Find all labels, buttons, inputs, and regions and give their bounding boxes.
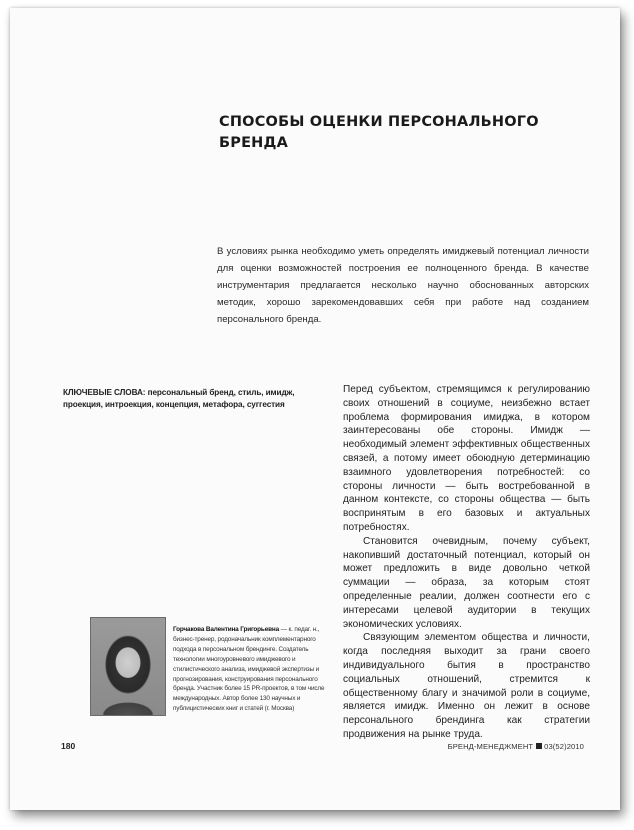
body-paragraph-1: Перед субъектом, стремящимся к регулированию своих отношений в социуме, неизбежно встает проблема формирования имиджа, в котором заинтересованы обе стороны. Имидж — необходимый элемент эффективных общественных связей, а потому имеет обоюдную детерминацию взаимного удовлетворения потребностей: со стороны личности — быть востребованной в данном контексте, со стороны общества — быть воспринятым в его базовых и актуальных потребностях. [343,384,590,533]
title-line-2: БРЕНДА [219,135,289,151]
page-number: 180 [61,741,76,751]
body-paragraph-2: Становится очевидным, почему субъект, накопивший достаточный потенциал, который он может предложить в виде довольно четкой суммации — образа, за которым стоят определенные реалии, должен соотнести его с интересами целевой аудитории в текущих экономических условиях. [343,535,590,630]
keywords-list: персональный бренд, стиль, имидж, проекция, интроекция, концепция, метафора, суггестия [63,388,295,409]
square-icon [536,743,542,749]
title-line-1: СПОСОБЫ ОЦЕНКИ ПЕРСОНАЛЬНОГО [219,114,539,130]
journal-issue: 03(52)2010 [544,742,584,751]
lead-text: В условиях рынка необходимо уметь определять имиджевый потенциал личности для оценки возможностей построения ее полноценного бренда. В качестве инструментария предлагается несколько научно обоснованных авторских методик, хорошо зарекомендовавших себя при работе над созданием персонального бренда. [217,246,589,325]
body-paragraph-3: Связующим элементом общества и личности, когда последняя выходит за грани своего индивидуального бытия в пространство социальных отношений, стремится к общественному благу и значимой роли в социуме, является имидж. Именно он лежит в основе персонального брендинга как стратегии продвижения на рынке труда. [343,632,590,740]
journal-page [10,8,620,810]
author-photo [90,617,166,716]
author-bio: — к. педаг. н., бизнес-тренер, родоначальник комплементарного подхода в персональном брендинге. Создатель технологии многоуровневого имиджевого и стилистического анализа, имиджевой экспертизы и прогнозирования, конструирования персонального бренда. Участник более 15 PR-проектов, в том числе международных. Автор более 130 научных и публицистических книг и статей (г. Москва) [173,626,325,713]
article-body [343,383,590,742]
keywords-block [63,387,313,411]
journal-name: БРЕНД-МЕНЕДЖМЕНТ [447,742,534,751]
keywords-label: КЛЮЧЕВЫЕ СЛОВА: [63,388,146,397]
article-title [219,112,539,154]
author-info [173,625,333,714]
journal-footer [448,742,584,751]
article-lead [217,243,589,328]
author-name: Горчакова Валентина Григорьевна [173,626,279,633]
